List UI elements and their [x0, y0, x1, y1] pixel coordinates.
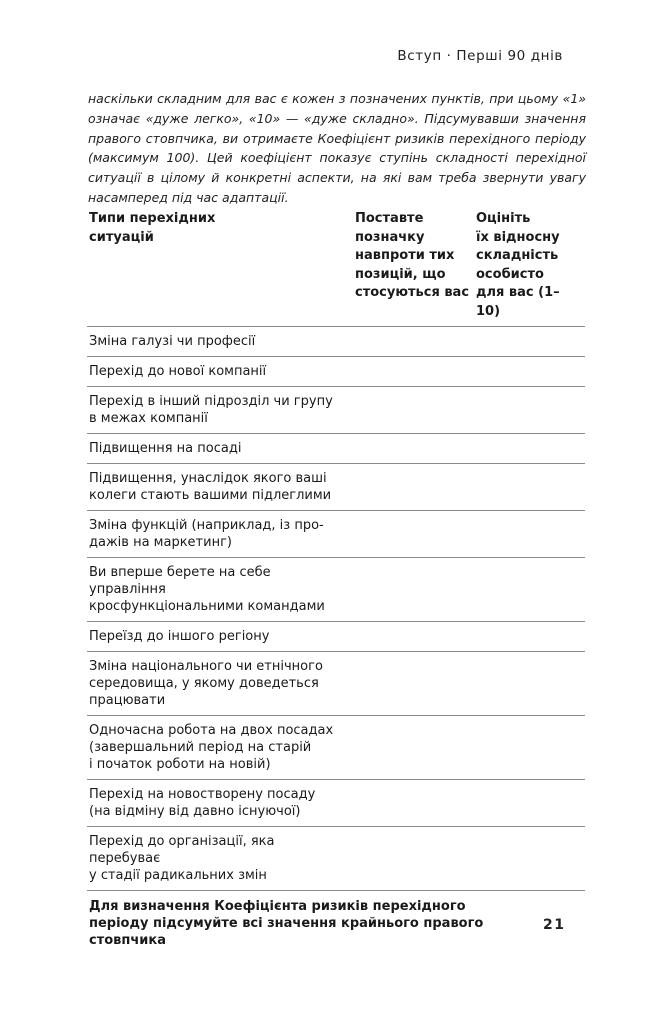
mark-cell[interactable]: [353, 357, 474, 387]
column-header-difficulty: Оцініть їх відносну складність особисто для вас (1–10): [474, 207, 585, 327]
mark-cell[interactable]: [353, 622, 474, 652]
transition-type-cell: Перехід на новостворену посаду (на відміну від давно існуючої): [87, 780, 353, 827]
mark-cell[interactable]: [353, 387, 474, 434]
mark-cell[interactable]: [353, 434, 474, 464]
mark-cell[interactable]: [353, 327, 474, 357]
transition-type-cell: Переїзд до іншого регіону: [87, 622, 353, 652]
transition-type-cell: Ви вперше берете на себе управління кросфункціональними командами: [87, 558, 353, 622]
table-row: [87, 827, 585, 891]
mark-cell[interactable]: [353, 827, 474, 891]
difficulty-rating-cell[interactable]: [474, 558, 585, 622]
column-header-mark: Поставте позначку навпроти тих позицій, що стосуються вас: [353, 207, 474, 327]
difficulty-rating-cell[interactable]: [474, 622, 585, 652]
mark-cell[interactable]: [353, 464, 474, 511]
difficulty-rating-cell[interactable]: [474, 327, 585, 357]
difficulty-rating-cell[interactable]: [474, 780, 585, 827]
table-header-row: [87, 207, 585, 327]
transition-type-cell: Зміна галузі чи професії: [87, 327, 353, 357]
column-header-transition-types: Типи перехідних ситуацій: [87, 207, 353, 327]
difficulty-rating-cell[interactable]: [474, 716, 585, 780]
table-row: [87, 716, 585, 780]
table-row: [87, 327, 585, 357]
mark-cell[interactable]: [353, 511, 474, 558]
table-row: [87, 652, 585, 716]
intro-paragraph: наскільки складним для вас є кожен з позначених пунктів, при цьому «1» означає «дуже легко», «10» — «дуже складно». Підсумувавши значення правого стовпчика, ви отримаєте Коефіцієнт ризиків перехідного періоду (максимум 100). Цей коефіцієнт показує ступінь складності перехідної ситуації в цілому й конкретні аспекти, на які вам треба звернути увагу насамперед під час адаптації.: [88, 91, 586, 205]
difficulty-rating-cell[interactable]: [474, 357, 585, 387]
table-row: [87, 780, 585, 827]
difficulty-rating-cell[interactable]: [474, 387, 585, 434]
difficulty-rating-cell[interactable]: [474, 511, 585, 558]
difficulty-rating-cell[interactable]: [474, 464, 585, 511]
transition-type-cell: Перехід до організації, яка перебуває у стадії радикальних змін: [87, 827, 353, 891]
difficulty-rating-cell[interactable]: [474, 827, 585, 891]
table-row: [87, 464, 585, 511]
table-row: [87, 558, 585, 622]
running-head: Вступ · Перші 90 днів: [397, 48, 563, 64]
transition-type-cell: Підвищення на посаді: [87, 434, 353, 464]
transition-type-cell: Підвищення, унаслідок якого ваші колеги стають вашими підлеглими: [87, 464, 353, 511]
table-row: [87, 622, 585, 652]
mark-cell[interactable]: [353, 558, 474, 622]
transition-risk-table: [87, 207, 585, 955]
transition-type-cell: Зміна національного чи етнічного середовища, у якому доведеться працювати: [87, 652, 353, 716]
transition-type-cell: Перехід до нової компанії: [87, 357, 353, 387]
difficulty-rating-cell[interactable]: [474, 434, 585, 464]
table-row: [87, 387, 585, 434]
transition-type-cell: Одночасна робота на двох посадах (завершальний період на старій і початок роботи на новій): [87, 716, 353, 780]
mark-cell[interactable]: [353, 716, 474, 780]
table-row: [87, 357, 585, 387]
table-footer-note: Для визначення Коефіцієнта ризиків перехідного періоду підсумуйте всі значення крайнього правого стовпчика: [89, 899, 484, 948]
page-number: 21: [543, 917, 566, 933]
table-footer-row: [87, 891, 585, 956]
transition-type-cell: Перехід в інший підрозділ чи групу в межах компанії: [87, 387, 353, 434]
mark-cell[interactable]: [353, 780, 474, 827]
mark-cell[interactable]: [353, 652, 474, 716]
table-row: [87, 511, 585, 558]
table-row: [87, 434, 585, 464]
difficulty-rating-cell[interactable]: [474, 652, 585, 716]
transition-type-cell: Зміна функцій (наприклад, із про- дажів на маркетинг): [87, 511, 353, 558]
table-body: [87, 327, 585, 891]
